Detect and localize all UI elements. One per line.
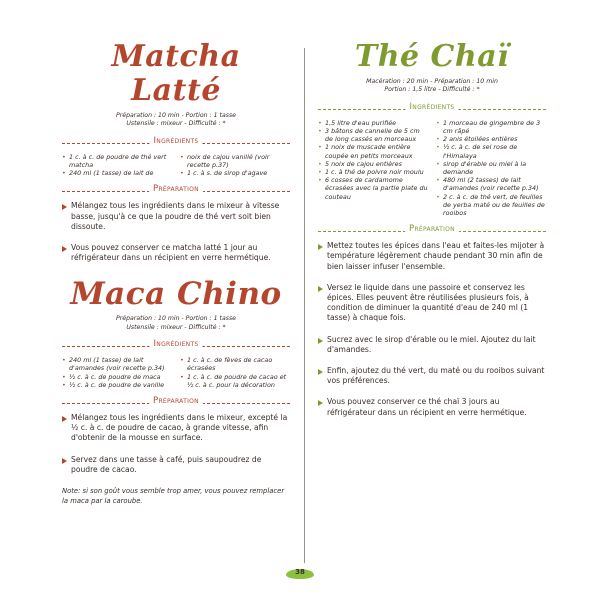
recipe-meta <box>62 112 290 129</box>
step <box>318 241 546 272</box>
triangle-bullet-icon <box>318 369 323 375</box>
column-divider <box>304 48 305 563</box>
preparation-heading <box>318 224 546 236</box>
triangle-bullet-icon <box>62 416 67 422</box>
ingredient-item: • 2 c. à c. de thé vert, de feuilles de yerba maté ou de feuilles de rooibos <box>436 193 546 218</box>
step-text: Vous pouvez conserver ce matcha latté 1 jour au réfrigérateur dans un récipient en verre hermétique. <box>71 243 271 263</box>
triangle-bullet-icon <box>318 244 323 250</box>
triangle-bullet-icon <box>62 458 67 464</box>
meta-line: Portion : 1,5 litre - Difficulté : * <box>384 86 480 94</box>
ingredients-column <box>318 119 428 217</box>
recipe-the-chai <box>318 40 546 418</box>
ingredient-item: • ½ c. à c. de poudre de maca <box>62 373 172 381</box>
ingredients-list <box>62 153 290 178</box>
section-label: Ingrédients <box>405 102 458 112</box>
ingredients-heading <box>62 136 290 148</box>
ingredients-column <box>180 153 290 178</box>
section-label: Préparation <box>149 396 203 406</box>
step-text: Versez le liquide dans une passoire et conservez les épices. Elles peuvent être réutilisées plusieurs fois, à condition de diminuer la quantité d'eau de 240 ml (1 tasse) à chaque fois. <box>327 282 529 323</box>
ingredient-item: • 1 morceau de gingembre de 3 cm râpé <box>436 119 546 135</box>
step <box>318 366 546 386</box>
recipe-meta <box>62 315 290 332</box>
step-text: Servez dans une tasse à café, puis saupoudrez de poudre de cacao. <box>71 454 262 474</box>
meta-line: Préparation : 10 min - Portion : 1 tasse <box>116 315 236 323</box>
right-column <box>318 40 546 429</box>
page-number: 38 <box>295 568 305 576</box>
meta-line: Ustensile : mixeur - Difficulté : * <box>126 120 226 128</box>
ingredients-column <box>62 153 172 178</box>
step-text: Sucrez avec le sirop d'érable ou le miel. Ajoutez du lait d'amandes. <box>327 334 536 354</box>
ingredients-column <box>180 356 290 389</box>
recipe-note: Note: si son goût vous semble trop amer, vous pouvez remplacer la maca par la caroube. <box>62 487 285 506</box>
page-number-badge <box>286 567 314 581</box>
ingredient-item: • 1 c. à c. de fèves de cacao écrasées <box>180 356 290 372</box>
recipe-title: Thé Chaï <box>354 39 510 74</box>
preparation-heading <box>62 396 290 408</box>
recipe-title: Matcha Latté <box>111 39 241 108</box>
ingredient-item: • noix de cajou vanillé (voir recette p.37) <box>180 153 290 169</box>
ingredient-item: • ½ c. à c. de poudre de vanille <box>62 381 172 389</box>
step <box>62 243 290 263</box>
ingredient-item: • 2 anis étoilées entières <box>436 135 546 143</box>
meta-line: Macération : 20 min - Préparation : 10 min <box>366 78 498 85</box>
section-label: Ingrédients <box>149 339 202 349</box>
ingredients-column <box>62 356 172 389</box>
step <box>62 455 290 475</box>
ingredients-heading <box>318 102 546 114</box>
step <box>318 397 546 417</box>
ingredient-item: • 5 noix de cajou entières <box>318 160 428 168</box>
step-text: Mélangez tous les ingrédients dans le mixeur, excepté la ½ c. à c. de poudre de cacao, à grande vitesse, afin d'obtenir de la mousse en surface. <box>71 413 288 443</box>
preparation-steps <box>62 201 290 263</box>
ingredient-item: • 240 ml (1 tasse) de lait d'amandes (voir recette p.34) <box>62 356 172 372</box>
left-column <box>62 40 290 506</box>
ingredients-heading <box>62 339 290 351</box>
step <box>318 335 546 355</box>
triangle-bullet-icon <box>318 286 323 292</box>
step <box>62 201 290 232</box>
step-text: Mélangez tous les ingrédients dans le mixeur à vitesse basse, jusqu'à ce que la poudre de thé vert soit bien dissoute. <box>71 201 280 231</box>
step <box>318 283 546 324</box>
step-text: Mettez toutes les épices dans l'eau et faites-les mijoter à température légèrement chaude pendant 30 min afin de bien laisser infuser l'ensemble. <box>327 241 545 271</box>
triangle-bullet-icon <box>62 204 67 210</box>
triangle-bullet-icon <box>62 246 67 252</box>
recipe-matcha-latte <box>62 40 290 263</box>
ingredient-item: • 3 bâtons de cannelle de 5 cm de long cassés en morceaux <box>318 127 428 143</box>
ingredient-item: • sirop d'érable ou miel à la demande <box>436 160 546 176</box>
ingredient-item: • 240 ml (1 tasse) de lait de <box>62 169 172 177</box>
triangle-bullet-icon <box>318 400 323 406</box>
step-text: Enfin, ajoutez du thé vert, du maté ou du rooibos suivant vos préférences. <box>327 366 545 386</box>
ingredient-item: • 1 noix de muscade entière coupée en petits morceaux <box>318 143 428 159</box>
step <box>62 413 290 444</box>
section-label: Préparation <box>149 184 203 194</box>
section-label: Ingrédients <box>149 136 202 146</box>
ingredient-item: • 480 ml (2 tasses) de lait d'amandes (voir recette p.34) <box>436 176 546 192</box>
triangle-bullet-icon <box>318 338 323 344</box>
preparation-steps <box>62 413 290 475</box>
ingredients-list <box>318 119 546 217</box>
section-label: Préparation <box>405 224 459 234</box>
ingredient-item: • ½ c. à c. de sel rose de l'Himalaya <box>436 143 546 159</box>
step-text: Vous pouvez conserver ce thé chaï 3 jours au réfrigérateur dans un récipient en verre hermétique. <box>327 397 527 417</box>
recipe-title: Maca Chino <box>70 276 282 313</box>
ingredients-column <box>436 119 546 217</box>
meta-line: Ustensile : mixeur - Difficulté : * <box>126 323 226 331</box>
recipe-meta <box>318 78 546 95</box>
ingredient-item: • 1,5 litre d'eau purifiée <box>318 119 428 127</box>
preparation-heading <box>62 184 290 196</box>
ingredient-item: • 6 cosses de cardamome écrasées avec la partie plate du couteau <box>318 176 428 201</box>
ingredient-item: • 1 c. à thé de poivre noir moulu <box>318 168 428 176</box>
preparation-steps <box>318 241 546 418</box>
ingredients-list <box>62 356 290 389</box>
recipe-maca-chino <box>62 277 290 506</box>
meta-line: Préparation : 10 min - Portion : 1 tasse <box>116 112 236 119</box>
ingredient-item: • 1 c. à c. de poudre de cacao et ½ c. à c. pour la décoration <box>180 373 290 389</box>
ingredient-item: • 1 c. à c. de poudre de thé vert matcha <box>62 153 172 169</box>
ingredient-item: • 1 c. à s. de sirop d'agave <box>180 169 290 177</box>
